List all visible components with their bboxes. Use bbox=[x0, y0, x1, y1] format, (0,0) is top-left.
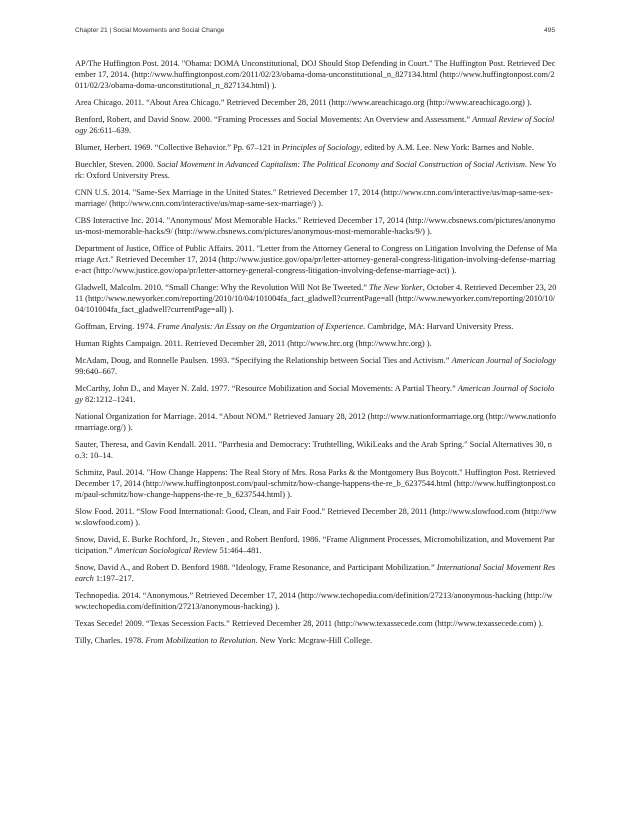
reference-text: , October 4. Retrieved December 23, 2011 (http://www.newyorker.com/reporting/2010/10/04/101004fa_fact_gladwell?currentPage=all (http://www.newyorker.com/reporting/2010/10/04/101004fa_fact_gladwell?currentPage=all) ). bbox=[75, 283, 557, 314]
reference-text: Slow Food. 2011. “Slow Food International: Good, Clean, and Fair Food.” Retrieved December 28, 2011 (http://www.slowfood.com (http://www.slowfood.com) ). bbox=[75, 507, 557, 527]
reference-entry bbox=[75, 339, 557, 350]
reference-list bbox=[75, 59, 557, 653]
reference-text: Schmitz, Paul. 2014. "How Change Happens: The Real Story of Mrs. Rosa Parks & the Montgomery Bus Boycott." Huffington Post. Retrieved December 17, 2014 (http://www.huffingtonpost.com/paul-schmitz/how-change-happens-the-re_b_6237544.html (http://www.huffingtonpost.com/paul-schmitz/how-change-happens-the-re_b_6237544.html) ). bbox=[75, 468, 556, 499]
reference-italic-text: Frame Analysis: An Essay on the Organization of Experience bbox=[157, 321, 364, 331]
reference-text: Texas Secede! 2009. “Texas Secession Facts.” Retrieved December 28, 2011 (http://www.texassecede.com (http://www.texassecede.com) ). bbox=[75, 619, 544, 628]
reference-text: 1:197–217. bbox=[93, 573, 134, 583]
reference-text: Goffman, Erving. 1974. bbox=[75, 321, 158, 331]
reference-italic-text: The New Yorker bbox=[369, 283, 423, 292]
reference-italic-text: International Social Movement Research bbox=[75, 563, 556, 583]
reference-italic-text: Annual Review of Sociology bbox=[75, 115, 555, 135]
reference-entry bbox=[75, 160, 557, 182]
reference-entry bbox=[75, 384, 557, 406]
reference-entry bbox=[75, 563, 557, 585]
page-number: 495 bbox=[543, 27, 555, 34]
reference-text: Benford, Robert, and David Snow. 2000. “Framing Processes and Social Movements: An Overview and Assessment.” bbox=[75, 115, 473, 124]
reference-text: Technopedia. 2014. “Anonymous.” Retrieved December 17, 2014 (http://www.techopedia.com/definition/27213/anonymous-hacking (http://www.techopedia.com/definition/27213/anonymous-hacking) ). bbox=[75, 591, 553, 611]
reference-text: Snow, David A., and Robert D. Benford 1988. “Ideology, Frame Resonance, and Participant Mobilization.” bbox=[75, 563, 437, 572]
reference-text: AP/The Huffington Post. 2014. "Obama: DOMA Unconstitutional, DOJ Should Stop Defending in Court." The Huffington Post. Retrieved December 17, 2014. (http://www.huffingtonpost.com/2011/02/23/obama-doma-unconstitutional_n_827134.html (http://www.huffingtonpost.com/2011/02/23/obama-doma-unconstitutional_n_827134.html) ). bbox=[75, 59, 556, 90]
reference-text: National Organization for Marriage. 2014. “About NOM.” Retrieved January 28, 2012 (http://www.nationformarriage.org (http://www.nationformarriage.org/) ). bbox=[75, 412, 557, 432]
reference-text: Snow, David, E. Burke Rochford, Jr., Steven , and Robert Benford. 1986. “Frame Alignment Processes, Micromobilization, and Movement Participation.” bbox=[75, 535, 555, 555]
reference-text: McAdam, Doug, and Ronnelle Paulsen. 1993. “Specifying the Relationship between Social Ties and Activism.” bbox=[75, 356, 452, 366]
reference-entry bbox=[75, 322, 557, 333]
reference-entry bbox=[75, 412, 557, 434]
reference-text: Area Chicago. 2011. “About Area Chicago.” Retrieved December 28, 2011 (http://www.areachicago.org (http://www.areachicago.org) ). bbox=[75, 97, 532, 107]
running-header bbox=[75, 27, 555, 39]
reference-text: Human Rights Campaign. 2011. Retrieved December 28, 2011 (http://www.hrc.org (http://www.hrc.org) ). bbox=[75, 339, 432, 348]
reference-entry bbox=[75, 507, 557, 529]
reference-entry bbox=[75, 468, 557, 501]
reference-text: Gladwell, Malcolm. 2010. “Small Change: Why the Revolution Will Not Be Tweeted.” bbox=[75, 283, 370, 292]
reference-text: Blumer, Herbert. 1969. “Collective Behavior.” Pp. 67–121 in bbox=[75, 143, 282, 152]
reference-text: 26:611–639. bbox=[87, 125, 131, 135]
reference-italic-text: American Journal of Sociology bbox=[451, 356, 557, 366]
reference-text: . Cambridge, MA: Harvard University Press. bbox=[363, 321, 514, 331]
reference-text: CNN U.S. 2014. "Same-Sex Marriage in the United States." Retrieved December 17, 2014 (http://www.cnn.com/interactive/us/map-same-sex-marriage/ (http://www.cnn.com/interactive/us/map-same-sex-marriage/) ). bbox=[75, 188, 553, 208]
reference-text: Tilly, Charles. 1978. bbox=[75, 636, 146, 646]
reference-text: Sauter, Theresa, and Gavin Kendall. 2011. "Parrhesia and Democracy: Truthtelling, WikiLeaks and the Arab Spring." Social Alternatives 30, no.3: 10–14. bbox=[75, 440, 552, 460]
reference-entry bbox=[75, 98, 557, 109]
reference-italic-text: Social Movement in Advanced Capitalism: The Political Economy and Social Construction of Social Activism bbox=[157, 160, 525, 170]
reference-text: 51:464–481. bbox=[217, 545, 262, 555]
reference-text: CBS Interactive Inc. 2014. "Anonymous' Most Memorable Hacks." Retrieved December 17, 2014 (http://www.cbsnews.com/pictures/anonymous-most-memorable-hacks/9/ (http://www.cbsnews.com/pictures/anonymous-most-memorable-hacks/9/) ). bbox=[75, 216, 556, 236]
reference-entry bbox=[75, 591, 557, 613]
reference-entry bbox=[75, 244, 557, 277]
reference-entry bbox=[75, 283, 557, 316]
reference-text: 82:1212–1241. bbox=[82, 395, 136, 404]
reference-entry bbox=[75, 115, 557, 137]
reference-entry bbox=[75, 619, 557, 630]
reference-italic-text: American Sociological Review bbox=[114, 545, 218, 555]
reference-entry bbox=[75, 59, 557, 92]
reference-entry bbox=[75, 535, 557, 557]
reference-text: . New York: Mcgraw-Hill College. bbox=[255, 636, 373, 646]
reference-italic-text: American Journal of Sociology bbox=[75, 384, 555, 404]
reference-text: 99:640–667. bbox=[75, 367, 118, 376]
reference-entry bbox=[75, 143, 557, 154]
reference-italic-text: From Mobilization to Revolution bbox=[145, 636, 256, 646]
reference-text: McCarthy, John D., and Mayer N. Zald. 1977. “Resource Mobilization and Social Movements: A Partial Theory.” bbox=[75, 384, 458, 394]
reference-entry bbox=[75, 188, 557, 210]
reference-italic-text: Principles of Sociology bbox=[281, 143, 361, 152]
reference-text: Buechler, Steven. 2000. bbox=[75, 160, 157, 170]
reference-entry bbox=[75, 356, 557, 378]
reference-text: Department of Justice, Office of Public Affairs. 2011. "Letter from the Attorney General to Congress on Litigation Involving the Defense of Marriage Act." Retrieved December 17, 2014 (http://www.justice.gov/opa/pr/letter-attorney-general-congress-litigation-involving-defense-marriage-act (http://www.justice.gov/opa/pr/letter-attorney-general-congress-litigation-involving-defense-marriage-act) ). bbox=[75, 244, 557, 275]
reference-entry bbox=[75, 216, 557, 238]
chapter-title: Chapter 21 | Social Movements and Social Change bbox=[75, 27, 225, 34]
reference-entry bbox=[75, 440, 557, 462]
reference-text: . New York: Oxford University Press. bbox=[75, 160, 557, 180]
reference-entry bbox=[75, 636, 557, 647]
reference-text: , edited by A.M. Lee. New York: Barnes and Noble. bbox=[360, 143, 534, 152]
